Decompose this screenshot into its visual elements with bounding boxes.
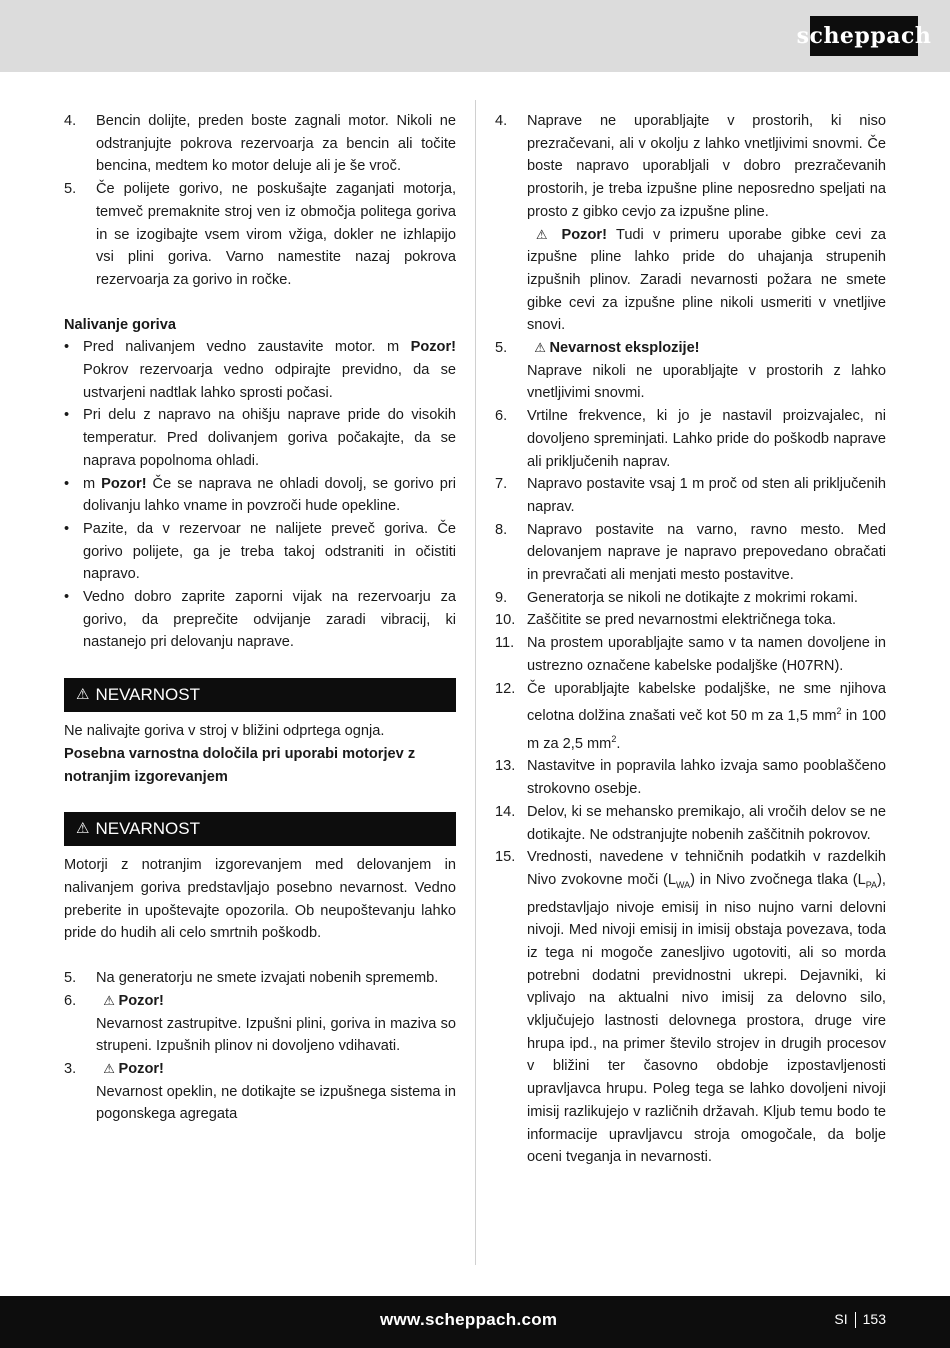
warning-triangle-icon: ⚠ [76,685,90,703]
bullet-item: • m Pozor! Če se naprava ne ohladi dovolj, se gorivo pri dolivanju lahko vname in povzroči hude opekline. [64,473,456,518]
list-item: 5. Če polijete gorivo, ne poskušajte zaganjati motorja, temveč premaknite stroj ven iz območja politega goriva in se izogibajte vsem virom vžiga, dokler ne izhlapijo vsi plini goriva. Varno namestite nazaj pokrova rezervoarja za gorivo in ročke. [64,181,456,288]
column-divider [475,100,476,1265]
danger-text: Ne nalivajte goriva v stroj v bližini odprtega ognja. [64,723,385,740]
list-item: 8. Napravo postavite na varno, ravno mesto. Med delovanjem naprave je napravo prepovedano obračati in prevračati ali menjati mesto postavitve. [495,521,886,584]
bullet-icon: • [64,407,70,424]
list-item: 15. Vrednosti, navedene v tehničnih podatkih v razdelkih Nivo zvokovne moči $(L_{WA})$ in Nivo zvočnega tlaka $(L_{PA})$, predstavljajo nivoje emisij in niso nujno varni delovni nivoji. Med nivoji emisij in imisij obstaja povezava, toda iz tega ni mogoče zanesljivo ugotoviti, ali so morda potrebni dodatni previdnostni ukrepi. Dejavniki, ki vplivajo na aktualni nivo imisij za delovno silo, vključujejo lastnosti delovnega prostora, druge vire hrupa ipd., na primer število strojev in drugih procesov v bližini ter časovno obdobje izpostavljenosti upravljavca hrupu. Poleg tega se lahko dovoljeni nivoji imisij razlikujejo v različnih državah. Kljub temu bodo te informacije upravljavcu stroja omogočale, da bolje oceni tveganja in nevarnosti. [495,849,886,1166]
website-link[interactable]: www.scheppach.com [380,1310,558,1329]
warning-triangle-icon: ⚠ [527,340,550,356]
bullet-icon: • [64,520,70,537]
footer-bar [0,1296,950,1348]
section-heading: Nalivanje goriva [64,316,176,333]
warning-triangle-icon: ⚠ [527,226,562,242]
right-column [495,110,886,1169]
bullet-icon: • [64,589,70,606]
bullet-item: • Pred nalivanjem vedno zaustavite motor. m Pozor! Pokrov rezervoarja vedno odpirajte previdno, da se ustvarjeni nadtlak lahko sprosti počasi. [64,336,456,404]
danger-subheading: Posebna varnostna določila pri uporabi motorjev z notranjim izgorevanjem [64,745,416,785]
bullet-item: • Pazite, da v rezervoar ne nalijete preveč goriva. Če gorivo polijete, ga je treba takoj odstraniti in očistiti napravo. [64,518,456,586]
list-item: 4. Bencin dolijte, preden boste zagnali motor. Nikoli ne odstranjujte pokrova rezervoarja za bencin ali točite bencina, medtem ko motor deluje ali je še vroč. [64,113,456,175]
list-item: 12. Če uporabljajte kabelske podaljške, ne sme njihova celotna dolžina znašati več kot 50 m za 1,5 $mm^2$ in 100 m za 2,5 $mm^2$. [495,680,886,752]
list-item: 9. Generatorja se nikoli ne dotikajte z mokrimi rokami. [495,589,858,606]
brand-logo: scheppach [810,16,918,56]
bullet-icon: • [64,475,70,492]
list-item: 14. Delov, ki se mehansko premikajo, ali vročih delov se ne dotikajte. Ne odstranjujte nobenih zaščitnih pokrovov. [495,803,886,843]
list-item: 5. Na generatorju ne smete izvajati nobenih sprememb. [64,970,439,987]
page-number: SI 153 [834,1311,886,1327]
header-bar [0,0,950,72]
list-item: 10. Zaščitite se pred nevarnostmi električnega toka. [495,612,837,629]
list-item: 3. ⚠ Pozor! Nevarnost opeklin, ne dotikajte se izpušnega sistema in pogonskega agregata [64,1060,456,1123]
separator [855,1312,856,1328]
danger-banner: ⚠ NEVARNOST [64,812,456,846]
list-item: 7. Napravo postavite vsaj 1 m proč od sten ali priključenih naprav. [495,476,886,515]
left-column [64,110,456,1126]
bullet-item: • Pri delu z napravo na ohišju naprave pride do visokih temperatur. Pred dolivanjem goriva počakajte, da se naprava popolnoma ohladi. [64,404,456,472]
list-item: 11. Na prostem uporabljajte samo v ta namen dovoljene in ustrezno označene kabelske podaljške (H07RN). [495,635,886,674]
list-item: 4. Naprave ne uporabljajte v prostorih, ki niso prezračevani, ali v okolju z lahko vnetljivimi snovmi. Če boste napravo uporabljali v dobro prezračevanih prostorih, je treba izpušne pline neposredno speljati na prosto z gibko cevjo za izpušne pline. ⚠ Pozor! Tudi v primeru uporabe gibke cevi za izpušne pline lahko pride do uhajanja strupenih izpušnih plinov. Zaradi nevarnosti požara ne smete gibke cevi za izpušne pline nikoli usmeriti v vnetljive snovi. [495,113,886,334]
warning-triangle-icon: ⚠ [96,1060,119,1076]
bullet-icon: • [64,339,70,356]
list-item: 6. Vrtilne frekvence, ki jo je nastavil proizvajalec, ni dovoljeno spreminjati. Lahko pride do poškodb naprave ali priključenih naprav. [495,408,886,470]
danger-banner: ⚠ NEVARNOST [64,678,456,712]
list-item: 5. ⚠ Nevarnost eksplozije! Naprave nikoli ne uporabljajte v prostorih z lahko vnetljivimi snovmi. [495,340,886,402]
bullet-item: • Vedno dobro zaprite zaporni vijak na rezervoarju za gorivo, da preprečite odvijanje zaradi vibracij, ki nastanejo pri delovanju naprave. [64,586,456,654]
warning-triangle-icon: ⚠ [96,992,119,1008]
danger-text: Motorji z notranjim izgorevanjem med delovanjem in nalivanjem goriva predstavljajo posebno nevarnost. Vedno preberite in upoštevajte opozorila. Ob neupoštevanju lahko pride do hudih ali celo smrtnih poškodb. [64,857,456,942]
warning-triangle-icon: ⚠ [76,819,90,837]
list-item: 6. ⚠ Pozor! Nevarnost zastrupitve. Izpušni plini, goriva in maziva so strupeni. Izpušnih plinov ni dovoljeno vdihavati. [64,992,456,1055]
list-item: 13. Nastavitve in popravila lahko izvaja samo pooblaščeno strokovno osebje. [495,758,886,798]
